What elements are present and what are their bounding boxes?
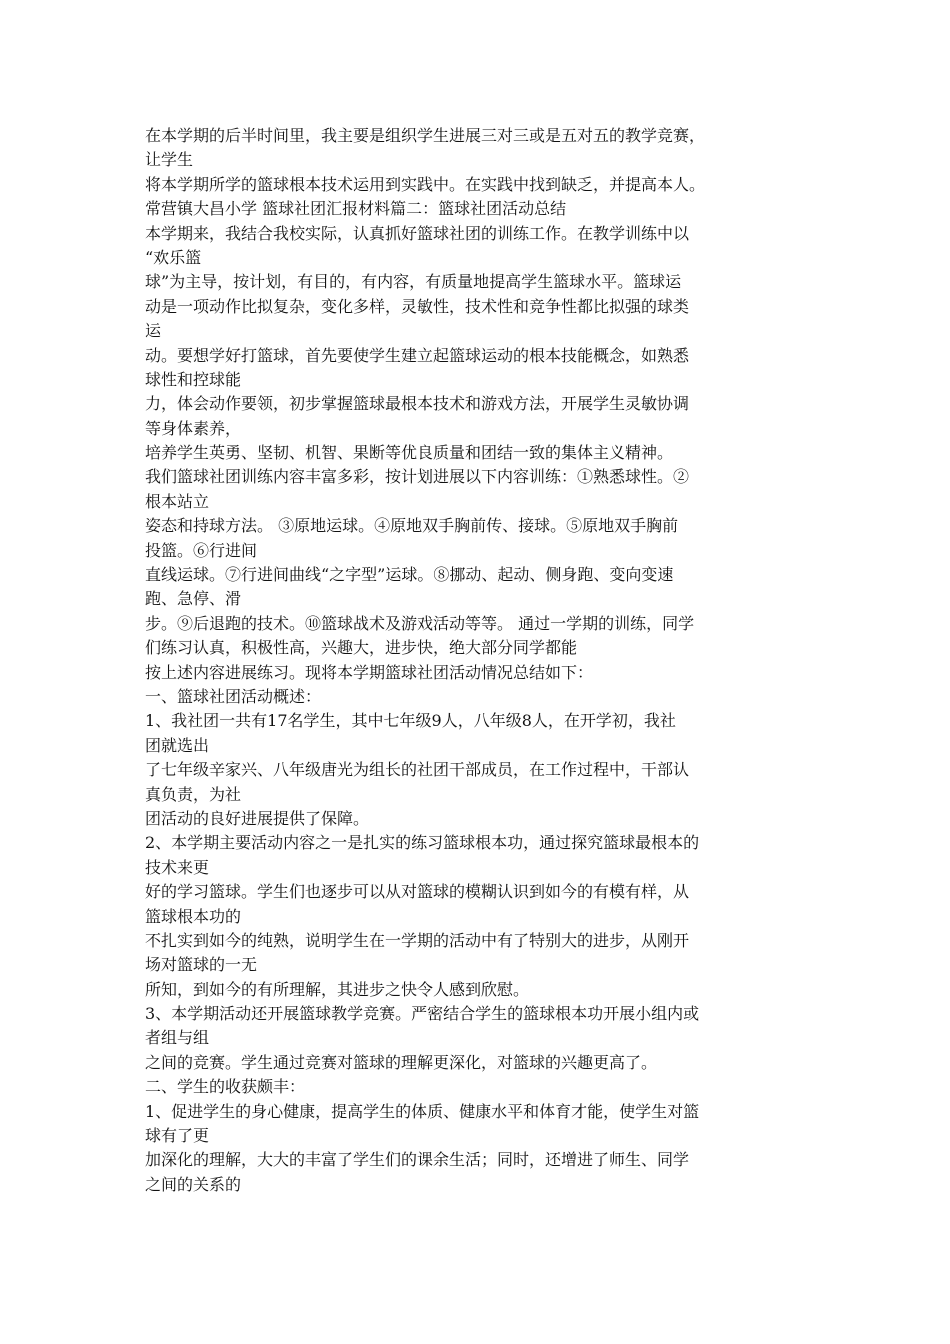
- text-line: 技术来更: [145, 857, 210, 877]
- text-line: 者组与组: [145, 1028, 210, 1048]
- text-line: 等身体素养，: [145, 418, 242, 438]
- document-body: [145, 124, 813, 1197]
- text-line: 将本学期所学的篮球根本技术运用到实践中。在实践中找到缺乏，并提高本人。: [145, 174, 706, 194]
- text-line: 3、本学期活动还开展篮球教学竞赛。严密结合学生的篮球根本功开展小组内或: [145, 1004, 700, 1024]
- text-line: 常营镇大昌小学 篮球社团汇报材料篇二：篮球社团活动总结: [145, 199, 567, 219]
- text-line: 力，体会动作要领，初步掌握篮球最根本技术和游戏方法，开展学生灵敏协调: [145, 394, 690, 414]
- text-line: 之间的关系的: [145, 1174, 242, 1194]
- text-line: 团就选出: [145, 735, 210, 755]
- text-line: 在本学期的后半时间里，我主要是组织学生进展三对三或是五对五的教学竞赛，: [145, 126, 706, 145]
- text-line: 根本站立: [145, 491, 210, 511]
- text-line: 不扎实到如今的纯熟，说明学生在一学期的活动中有了特别大的进步，从刚开: [145, 930, 690, 950]
- text-line: 动是一项动作比拟复杂，变化多样，灵敏性，技术性和竞争性都比拟强的球类: [145, 296, 690, 316]
- text-line: 所知，到如今的有所理解，其进步之快令人感到欣慰。: [145, 979, 530, 999]
- text-line: 篮球根本功的: [145, 906, 242, 926]
- text-line: 我们篮球社团训练内容丰富多彩，按计划进展以下内容训练：①熟悉球性。②: [145, 467, 690, 487]
- text-line: 好的学习篮球。学生们也逐步可以从对篮球的模糊认识到如今的有模有样，从: [145, 882, 690, 902]
- text-line: 跑、急停、滑: [145, 589, 242, 609]
- text-line: 真负责，为社: [145, 784, 242, 804]
- text-line: 们练习认真，积极性高，兴趣大，进步快，绝大部分同学都能: [145, 638, 578, 658]
- text-line: 培养学生英勇、坚韧、机智、果断等优良质量和团结一致的集体主义精神。: [145, 443, 674, 463]
- text-line: 按上述内容进展练习。现将本学期篮球社团活动情况总结如下：: [145, 662, 594, 682]
- text-line: 步。⑨后退跑的技术。⑩篮球战术及游戏活动等等。 通过一学期的训练，同学: [145, 613, 695, 633]
- text-line: 动。要想学好打篮球，首先要使学生建立起篮球运动的根本技能概念，如熟悉: [145, 345, 690, 365]
- text-line: 之间的竞赛。学生通过竞赛对篮球的理解更深化，对篮球的兴趣更高了。: [145, 1052, 658, 1072]
- text-line: 加深化的理解，大大的丰富了学生们的课余生活；同时，还增进了师生、同学: [145, 1150, 690, 1170]
- text-line: 直线运球。⑦行进间曲线“之字型”运球。⑧挪动、起动、侧身跑、变向变速: [145, 565, 674, 585]
- text-line: 球性和控球能: [145, 369, 242, 389]
- text-line: 二、学生的收获颇丰：: [145, 1077, 306, 1097]
- text-line: 了七年级辛家兴、八年级唐光为组长的社团干部成员，在工作过程中，干部认: [145, 760, 690, 780]
- text-line: “欢乐篮: [145, 247, 202, 267]
- text-line: 投篮。⑥行进间: [145, 540, 258, 560]
- text-line: 球有了更: [145, 1126, 210, 1146]
- text-line: 场对篮球的一无: [145, 955, 258, 975]
- text-line: 2、本学期主要活动内容之一是扎实的练习篮球根本功，通过探究篮球最根本的: [145, 833, 700, 853]
- text-line: 一、篮球社团活动概述：: [145, 686, 322, 706]
- text-line: 运: [145, 321, 162, 341]
- text-line: 团活动的良好进展提供了保障。: [145, 808, 370, 828]
- text-line: 1、促进学生的身心健康，提高学生的体质、健康水平和体育才能，使学生对篮: [145, 1101, 700, 1121]
- text-line: 本学期来，我结合我校实际，认真抓好篮球社团的训练工作。在教学训练中以: [145, 223, 690, 243]
- text-line: 球”为主导，按计划，有目的，有内容，有质量地提高学生篮球水平。篮球运: [145, 272, 682, 292]
- text-line: 姿态和持球方法。 ③原地运球。④原地双手胸前传、接球。⑤原地双手胸前: [145, 516, 679, 536]
- text-line: 让学生: [145, 150, 194, 170]
- text-line: 1、我社团一共有17名学生，其中七年级9人，八年级8人，在开学初，我社: [145, 711, 676, 731]
